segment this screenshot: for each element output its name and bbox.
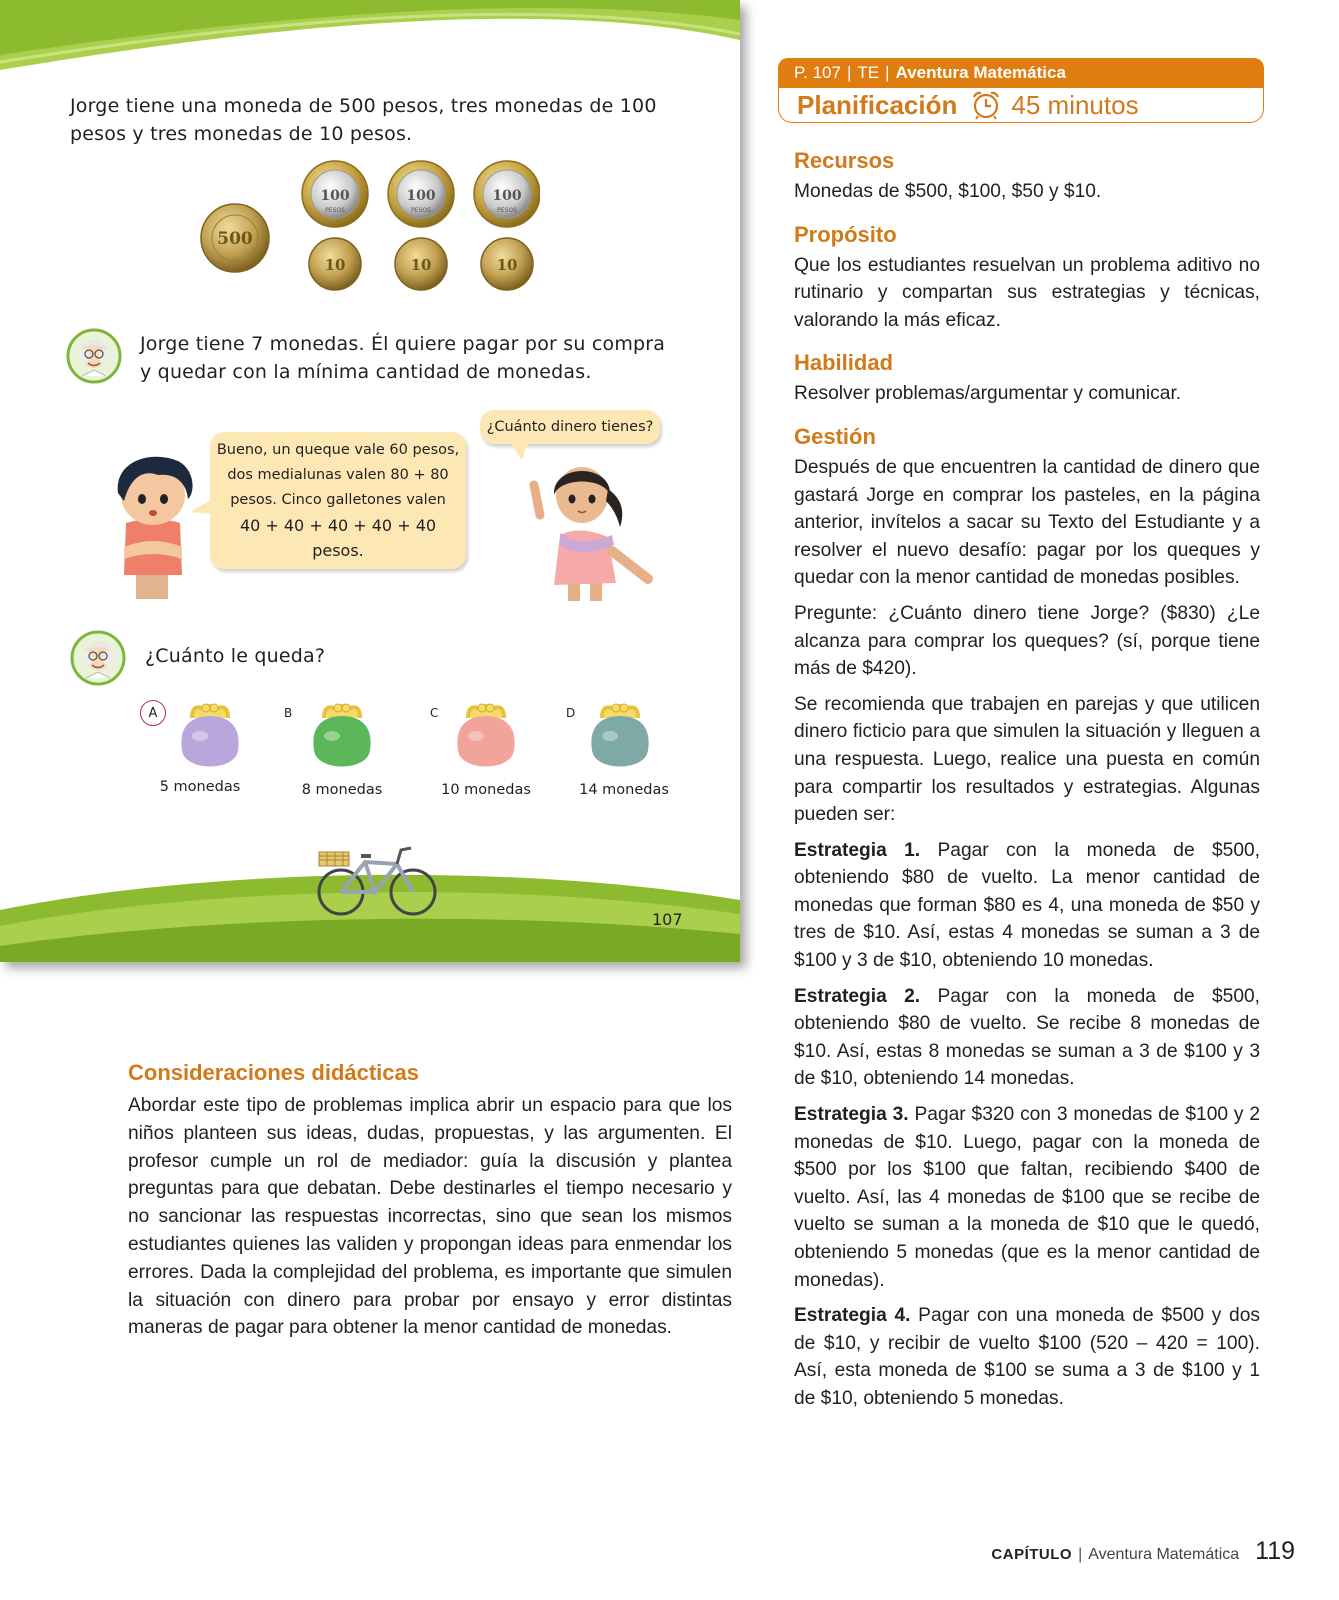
intro-text: Jorge tiene una moneda de 500 pesos, tres monedas de 100 pesos y tres monedas de 10 pesos.: [70, 95, 657, 145]
footer-separator: |: [1078, 1546, 1083, 1563]
option-caption: 5 monedas: [159, 779, 241, 795]
tab-te: TE: [857, 63, 880, 82]
footer-page-number: 119: [1255, 1537, 1295, 1565]
svg-text:10: 10: [324, 256, 346, 274]
option-letter: B: [284, 706, 293, 720]
girl-illustration: [520, 455, 660, 605]
strategy-4: [794, 1302, 1260, 1412]
strategy-text: Pagar con la moneda de $500, obteniendo $80 de vuelto. Se recibe 8 monedas de $10. Así, estas 8 monedas se suman a 3 de $100 y 3 de $10, obteniendo 14 monedas.: [794, 985, 1260, 1090]
teacher-avatar-icon: [66, 328, 122, 384]
tab-title: Aventura Matemática: [895, 63, 1066, 82]
strategy-text: Pagar con una moneda de $500 y dos de $10, y recibir de vuelto $100 (520 – 420 = 100). Así, esta moneda de $100 se suma a 3 de $100 y 1 de $10, obteniendo 5 monedas.: [794, 1305, 1260, 1409]
strategy-2: [794, 983, 1260, 1093]
speech-bubble-boy: [210, 432, 466, 569]
bubble-boy-line-1: Bueno, un queque vale 60 pesos,: [216, 442, 460, 458]
svg-text:PESOS: PESOS: [497, 207, 517, 214]
svg-text:10: 10: [410, 256, 432, 274]
strategy-1: [794, 837, 1260, 975]
coin-10-icon: [309, 238, 361, 290]
svg-text:10: 10: [496, 256, 518, 274]
didactic-considerations: [128, 1060, 732, 1342]
purse-icon: [302, 700, 382, 780]
option-caption: 8 monedas: [301, 782, 383, 798]
question-text-1: Jorge tiene 7 monedas. Él quiere pagar por su compra y quedar con la mínima cantidad de monedas.: [140, 333, 666, 383]
option-letter: A: [140, 700, 166, 726]
planning-duration: 45 minutos: [1011, 89, 1139, 120]
footer-chapter: CAPÍTULO: [991, 1546, 1073, 1563]
didactic-body: Abordar este tipo de problemas implica abrir un espacio para que los niños planteen sus ideas, dudas, propuestas, y las argumenten. El profesor cumple un rol de mediador: guía la discusión y plantea preguntas para que debatan. Debe destinarles el tiempo necesario y no sancionar las respuestas incorrectas, sino que sean los mismos estudiantes quienes las validen y propongan ideas para enmendar los errores. Dada la complejidad del problema, es importante que simulen la situación con dinero para probar por ensayo y error distintas maneras de pagar para obtener la menor cantidad de monedas.: [128, 1095, 732, 1339]
coin-10-icon: [395, 238, 447, 290]
proposito-title: Propósito: [794, 221, 897, 247]
bicycle-illustration: [313, 840, 443, 920]
planning-header: [778, 58, 1264, 123]
strategy-label: Estrategia 3.: [794, 1104, 909, 1126]
top-wave-decoration: [0, 0, 740, 80]
question-text-2: ¿Cuánto le queda?: [145, 645, 326, 667]
strategy-label: Estrategia 2.: [794, 985, 921, 1007]
coin-100-icon: [302, 161, 368, 227]
strategy-label: Estrategia 4.: [794, 1305, 911, 1327]
bubble-boy-line-3: pesos. Cinco galletones valen: [230, 492, 446, 508]
habilidad-title: Habilidad: [794, 350, 894, 376]
tab-page-ref: P. 107: [794, 63, 841, 82]
planning-title-box: [778, 88, 1264, 123]
option-c[interactable]: [426, 700, 566, 810]
gestion-title: Gestión: [794, 423, 876, 449]
teacher-avatar-icon: [70, 630, 126, 686]
option-letter: D: [566, 706, 576, 720]
svg-text:PESOS: PESOS: [411, 207, 431, 214]
svg-text:100: 100: [406, 188, 436, 204]
boy-illustration: [108, 455, 198, 605]
proposito-text: Que los estudiantes resuelvan un problema aditivo no rutinario y compartan sus estrategias y técnicas, valorando la más eficaz.: [794, 254, 1260, 331]
planning-body: [794, 148, 1260, 1421]
coin-100-icon: [388, 161, 454, 227]
option-b[interactable]: [280, 700, 420, 810]
planning-title: Planificación: [797, 89, 958, 120]
strategy-text: Pagar $320 con 3 monedas de $100 y 2 monedas de $10. Luego, pagar con la moneda de $500 por los $100 que faltan, recibiendo $400 de vuelto. Así, las 4 monedas de $100 que se recibe de vuelto se suman a la moneda de $10 que le quedó, obteniendo 5 monedas (que es la menor cantidad de monedas).: [794, 1104, 1260, 1291]
strategy-text: Pagar con la moneda de $500, obteniendo $80 de vuelto. La menor cantidad de monedas que forman $80 es 4, una moneda de $50 y tres de $10. Así, estas 4 monedas se suman a 3 de $100 y 3 de $10, obteniendo 10 monedas.: [794, 839, 1260, 972]
option-a[interactable]: [136, 700, 276, 810]
page-footer: [991, 1537, 1295, 1566]
svg-text:PESOS: PESOS: [325, 207, 345, 214]
option-caption: 10 monedas: [441, 782, 531, 798]
strategy-label: Estrategia 1.: [794, 839, 921, 861]
coin-10-icon: [481, 238, 533, 290]
recursos-text: Monedas de $500, $100, $50 y $10.: [794, 181, 1102, 202]
student-page: [0, 0, 740, 962]
planning-tab: P. 107 | TE | Aventura Matemática: [778, 58, 1264, 88]
didactic-title: Consideraciones didácticas: [128, 1060, 419, 1085]
option-d[interactable]: [562, 700, 712, 810]
strategy-3: [794, 1101, 1260, 1294]
option-caption: 14 monedas: [579, 782, 669, 798]
footer-subtitle: Aventura Matemática: [1088, 1546, 1240, 1563]
coin-500-icon: [201, 204, 269, 272]
speech-bubble-girl: [480, 410, 660, 444]
svg-text:100: 100: [492, 188, 522, 204]
gestion-paragraph-3: Se recomienda que trabajen en parejas y que utilicen dinero ficticio para que simulen la situación y lleguen a una respuesta. Luego, realice una puesta en común para compartir los resultados y estrategias. Algunas pueden ser:: [794, 693, 1260, 826]
purse-icon: [446, 700, 526, 780]
coin-100-icon: [474, 161, 540, 227]
recursos-title: Recursos: [794, 148, 895, 173]
bubble-boy-line-4: 40 + 40 + 40 + 40 + 40 pesos.: [239, 516, 437, 560]
alarm-clock-icon: [971, 90, 1001, 120]
svg-text:100: 100: [320, 188, 350, 204]
student-page-number: 107: [652, 910, 683, 929]
gestion-paragraph-1: Después de que encuentren la cantidad de dinero que gastará Jorge en comprar los pasteles, en la página anterior, invítelos a sacar su Texto del Estudiante y a resolver el nuevo desafío: pagar por los queques y quedar con la menor cantidad de monedas posibles.: [794, 456, 1260, 589]
purse-icon: [170, 700, 250, 780]
svg-text:500: 500: [217, 229, 253, 249]
habilidad-text: Resolver problemas/argumentar y comunicar.: [794, 383, 1182, 405]
gestion-paragraph-2: Pregunte: ¿Cuánto dinero tiene Jorge? ($830) ¿Le alcanza para comprar los queques? (sí, porque tiene más de $420).: [794, 602, 1260, 680]
bubble-girl-text: ¿Cuánto dinero tienes?: [486, 419, 654, 435]
bubble-boy-line-2: dos medialunas valen 80 + 80: [227, 467, 449, 483]
purse-icon: [580, 700, 660, 780]
option-letter: C: [430, 706, 439, 720]
coins-illustration: [200, 160, 540, 300]
